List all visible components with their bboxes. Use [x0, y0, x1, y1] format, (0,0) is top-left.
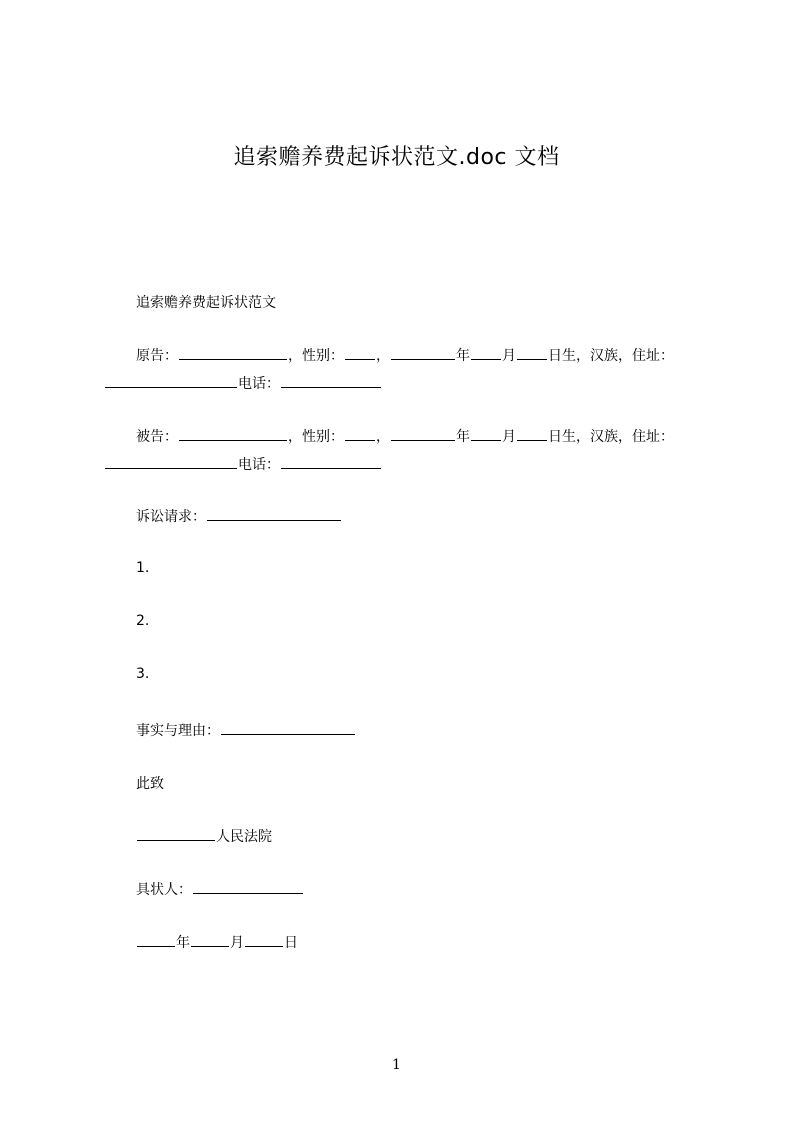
- date-month-blank: [191, 933, 229, 947]
- date-day-label: 日: [284, 935, 298, 951]
- plaintiff-phone-blank: [281, 374, 381, 388]
- plaintiff-month-label: 月: [502, 348, 516, 364]
- facts-blank: [221, 721, 355, 735]
- date-day-blank: [245, 933, 283, 947]
- plaintiff-line-1: [136, 345, 674, 365]
- date-year-blank: [137, 933, 175, 947]
- date-month-label: 月: [230, 935, 244, 951]
- date-line: [136, 932, 298, 952]
- defendant-year-label: 年: [456, 429, 470, 445]
- defendant-name-blank: [179, 427, 287, 441]
- plaintiff-day-blank: [517, 346, 547, 360]
- facts-label: 事实与理由：: [136, 723, 220, 739]
- claims-label: 诉讼请求：: [136, 509, 206, 525]
- claims-line: [136, 506, 342, 526]
- defendant-gender-blank: [345, 427, 375, 441]
- plaintiff-gender-label: ，性别：: [288, 348, 344, 364]
- plaintiff-comma: ，: [376, 348, 390, 364]
- defendant-year-blank: [391, 427, 455, 441]
- defendant-address-blank: [105, 455, 237, 469]
- plaintiff-year-label: 年: [456, 348, 470, 364]
- plaintiff-address-blank: [105, 374, 237, 388]
- plaintiff-phone-label: 电话：: [238, 376, 280, 392]
- defendant-label: 被告：: [136, 429, 178, 445]
- document-subtitle: 追索赡养费起诉状范文: [136, 295, 276, 311]
- claim-item-2: 2.: [136, 613, 150, 629]
- defendant-phone-label: 电话：: [238, 457, 280, 473]
- defendant-month-blank: [471, 427, 501, 441]
- defendant-comma: ，: [376, 429, 390, 445]
- defendant-gender-label: ，性别：: [288, 429, 344, 445]
- claim-item-3: 3.: [136, 666, 150, 682]
- defendant-day-blank: [517, 427, 547, 441]
- plaintiff-label: 原告：: [136, 348, 178, 364]
- defendant-month-label: 月: [502, 429, 516, 445]
- signer-blank: [193, 880, 303, 894]
- respect-line: 此致: [136, 776, 164, 792]
- page-number: 1: [392, 1057, 401, 1073]
- signer-line: [136, 879, 304, 899]
- defendant-born-address-label: 日生，汉族，住址：: [548, 429, 674, 445]
- plaintiff-gender-blank: [345, 346, 375, 360]
- signer-label: 具状人：: [136, 882, 192, 898]
- defendant-line-2: [104, 454, 382, 474]
- defendant-phone-blank: [281, 455, 381, 469]
- document-title: 追索赡养费起诉状范文.doc 文档: [233, 145, 560, 170]
- plaintiff-year-blank: [391, 346, 455, 360]
- plaintiff-line-2: [104, 373, 382, 393]
- plaintiff-name-blank: [179, 346, 287, 360]
- facts-line: [136, 720, 356, 740]
- defendant-line-1: [136, 426, 674, 446]
- plaintiff-month-blank: [471, 346, 501, 360]
- court-blank: [137, 827, 215, 841]
- plaintiff-born-address-label: 日生，汉族，住址：: [548, 348, 674, 364]
- claims-blank: [207, 507, 341, 521]
- court-line: [136, 826, 272, 846]
- date-year-label: 年: [176, 935, 190, 951]
- claim-item-1: 1.: [136, 560, 150, 576]
- court-label: 人民法院: [216, 829, 272, 845]
